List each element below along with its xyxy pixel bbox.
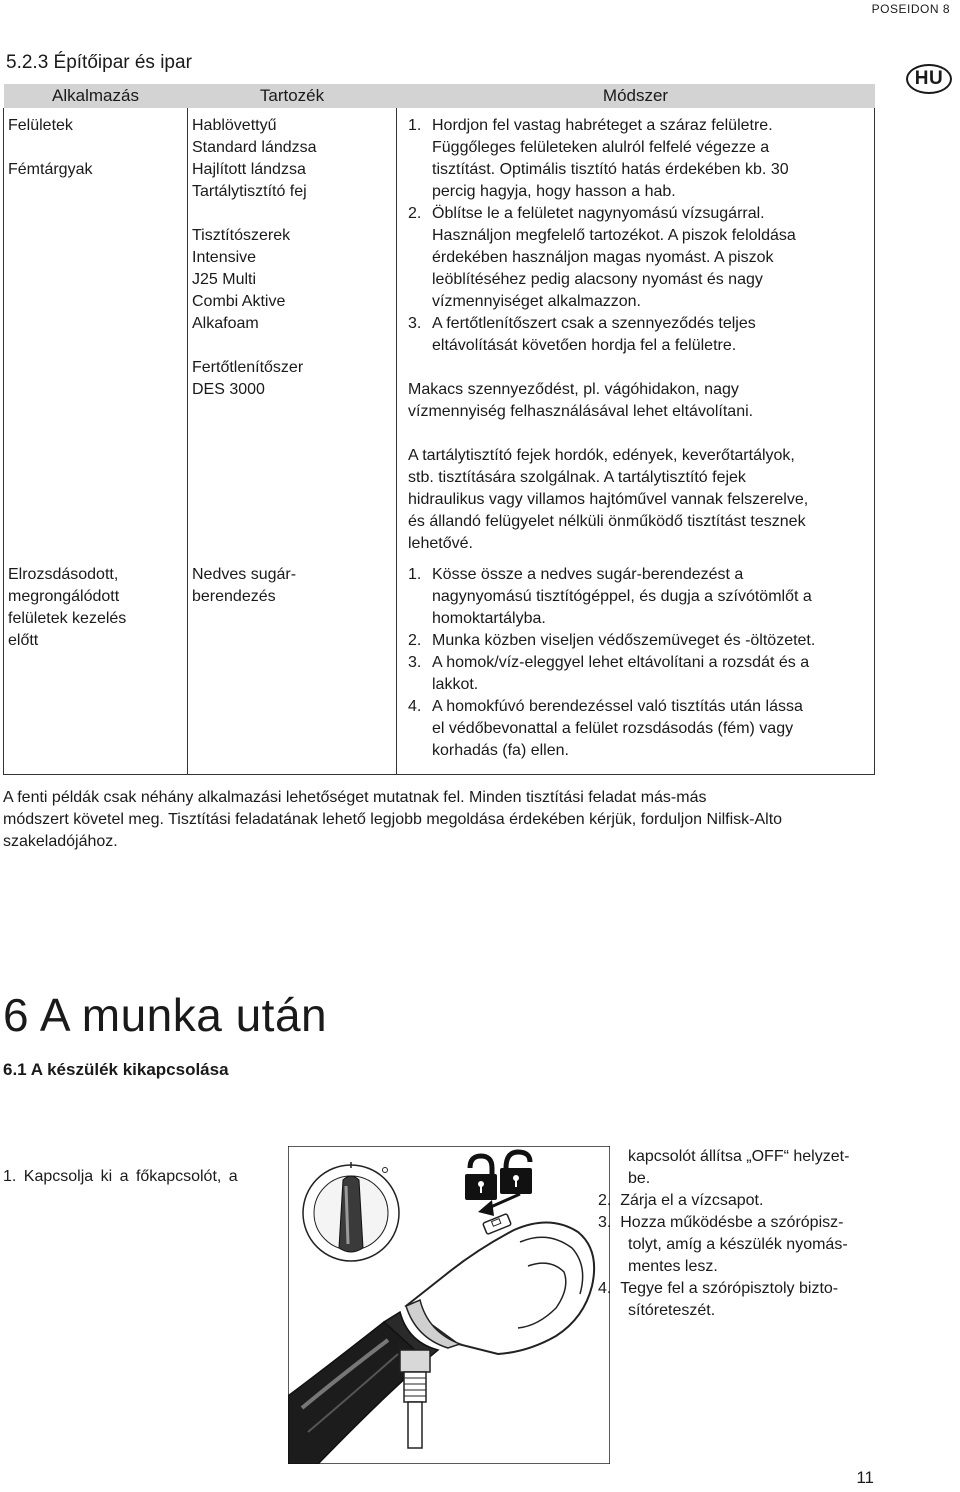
section-title: 5.2.3 Építőipar és ipar — [6, 52, 192, 73]
accessory-text: Alkafoam — [192, 315, 259, 332]
accessory-text: Fertőtlenítőszer — [192, 359, 304, 376]
language-badge: HU — [906, 64, 952, 94]
note-text: vízmennyiség felhasználásával lehet eltávolítani. — [408, 403, 754, 420]
note-text: lehetővé. — [408, 535, 473, 552]
step-number: 3. — [408, 315, 422, 332]
method-note — [408, 379, 874, 423]
chapter-title: 6 A munka után — [3, 989, 328, 1041]
subsection-title: 6.1 A készülék kikapcsolása — [3, 1060, 229, 1079]
step-text: Használjon megfelelő tartozékot. A piszok feloldása — [432, 227, 796, 244]
shutdown-steps — [598, 1146, 882, 1322]
note-text: stb. tisztítására szolgálnak. A tartálytisztító fejek — [408, 469, 746, 486]
accessory-text: Nedves sugár- — [192, 566, 297, 583]
step-text: leöblítéséhez pedig alacsony nyomást és nagy — [432, 271, 763, 288]
step-number: 4. — [408, 698, 422, 715]
page-number: 11 — [856, 1468, 874, 1487]
step-text: sítóreteszét. — [628, 1302, 716, 1319]
note-text: Makacs szennyeződést, pl. vágóhidakon, nagy — [408, 381, 739, 398]
step-number: 2. — [598, 1192, 612, 1209]
list-item — [408, 696, 874, 762]
accessory-text: berendezés — [192, 588, 276, 605]
step-number: 3. — [598, 1214, 612, 1231]
step-number: 3. — [408, 654, 422, 671]
step-number: 2. — [408, 205, 422, 222]
step-text: mentes lesz. — [628, 1258, 718, 1275]
method-cell — [397, 108, 875, 564]
accessory-text: J25 Multi — [192, 271, 257, 288]
step-text: vízmennyiséget alkalmazzon. — [432, 293, 641, 310]
step-text: A homokfúvó berendezéssel való tisztítás után lássa — [432, 698, 803, 715]
list-item — [408, 203, 874, 313]
list-item — [408, 313, 874, 357]
list-item — [598, 1190, 882, 1212]
step-one-text: 1. Kapcsolja ki a főkapcsolót, a — [3, 1168, 238, 1185]
application-text: felületek kezelés — [8, 610, 127, 627]
footer-note-line: szakeladójához. — [3, 833, 118, 850]
brand-header: POSEIDON 8 — [871, 2, 950, 16]
step-text: korhadás (fa) ellen. — [432, 742, 569, 759]
accessory-text: Intensive — [192, 249, 257, 266]
step-number: 1. — [408, 566, 422, 583]
accessory-cell — [188, 564, 397, 775]
step-text: A fertőtlenítőszert csak a szennyeződés teljes — [432, 315, 756, 332]
footer-note-line: módszert követel meg. Tisztítási feladatának lehető legjobb megoldása érdekében kérjük, forduljon Nilfisk-Alto — [3, 811, 783, 828]
application-text: Elrozsdásodott, — [8, 566, 119, 583]
accessory-text: DES 3000 — [192, 381, 265, 398]
step-text: Hordjon fel vastag habréteget a száraz felületre. — [432, 117, 773, 134]
step-text: A homok/víz-eleggyel lehet eltávolítani a rozsdát és a — [432, 654, 810, 671]
step-text: homoktartályba. — [432, 610, 546, 627]
step-text: Zárja el a vízcsapot. — [620, 1192, 764, 1209]
list-item — [598, 1278, 882, 1300]
note-text: A tartálytisztító fejek hordók, edények, keverőtartályok, — [408, 447, 795, 464]
step-text: be. — [628, 1170, 651, 1187]
step-text: érdekében használjon magas nyomást. A piszok — [432, 249, 774, 266]
accessory-text: Combi Aktive — [192, 293, 286, 310]
column-header-accessory: Tartozék — [188, 84, 397, 108]
accessory-text: Tisztítószerek — [192, 227, 291, 244]
method-cell — [397, 564, 875, 775]
application-text: előtt — [8, 632, 39, 649]
step-text: el védőbevonattal a felület rozsdásodás (fém) vagy — [432, 720, 794, 737]
column-header-method: Módszer — [397, 84, 875, 108]
application-text — [8, 137, 187, 159]
step-number: 1. — [408, 117, 422, 134]
step-text: Tegye fel a szórópisztoly bizto- — [620, 1280, 839, 1297]
application-cell — [4, 108, 188, 564]
column-header-application: Alkalmazás — [4, 84, 188, 108]
step-text: Munka közben viseljen védőszemüveget és -öltözetet. — [432, 632, 816, 649]
step-text: percig hagyja, hogy hasson a hab. — [432, 183, 676, 200]
step-text: Kösse össze a nedves sugár-berendezést a — [432, 566, 744, 583]
accessory-text: Standard lándzsa — [192, 139, 317, 156]
note-text: hidraulikus vagy villamos hajtóművel vannak felszerelve, — [408, 491, 809, 508]
step-text: Öblítse le a felületet nagynyomású vízsugárral. — [432, 205, 765, 222]
step-text: nagynyomású tisztítógéppel, és dugja a szívótömlőt a — [432, 588, 812, 605]
accessory-text: Hablövettyű — [192, 117, 277, 134]
method-note — [408, 445, 874, 555]
application-text: Felületek — [8, 117, 73, 134]
step-text: eltávolítását követően hordja fel a felületre. — [432, 337, 737, 354]
step-text: tisztítást. Optimális tisztító hatás érdekében kb. 30 — [432, 161, 789, 178]
footer-note — [3, 787, 883, 853]
list-item — [408, 115, 874, 203]
application-table — [3, 84, 875, 775]
accessory-cell — [188, 108, 397, 564]
accessory-text: Hajlított lándzsa — [192, 161, 306, 178]
list-item — [408, 652, 874, 696]
step-text: tolyt, amíg a készülék nyomás- — [628, 1236, 848, 1253]
method-steps — [408, 564, 874, 762]
footer-note-line: A fenti példák csak néhány alkalmazási lehetőséget mutatnak fel. Minden tisztítási feladat más-más — [3, 789, 707, 806]
table-row — [4, 564, 875, 775]
step-text: lakkot. — [432, 676, 479, 693]
step-text: Függőleges felületeken alulról felfelé végezze a — [432, 139, 770, 156]
application-text: Fémtárgyak — [8, 161, 93, 178]
application-cell — [4, 564, 188, 775]
spray-gun-illustration — [288, 1146, 610, 1464]
step-number: 2. — [408, 632, 422, 649]
note-text: és állandó felügyelet nélküli önműködő tisztítást tesznek — [408, 513, 806, 530]
list-item — [408, 564, 874, 630]
method-steps — [408, 115, 874, 357]
step-number: 4. — [598, 1280, 612, 1297]
list-item — [408, 630, 874, 652]
accessory-text: Tartálytisztító fej — [192, 183, 307, 200]
step-text: Hozza működésbe a szórópisz- — [620, 1214, 844, 1231]
table-row — [4, 108, 875, 564]
application-text: megrongálódott — [8, 588, 120, 605]
step-text: kapcsolót állítsa „OFF“ helyzet- — [628, 1148, 850, 1165]
list-item — [598, 1212, 882, 1234]
